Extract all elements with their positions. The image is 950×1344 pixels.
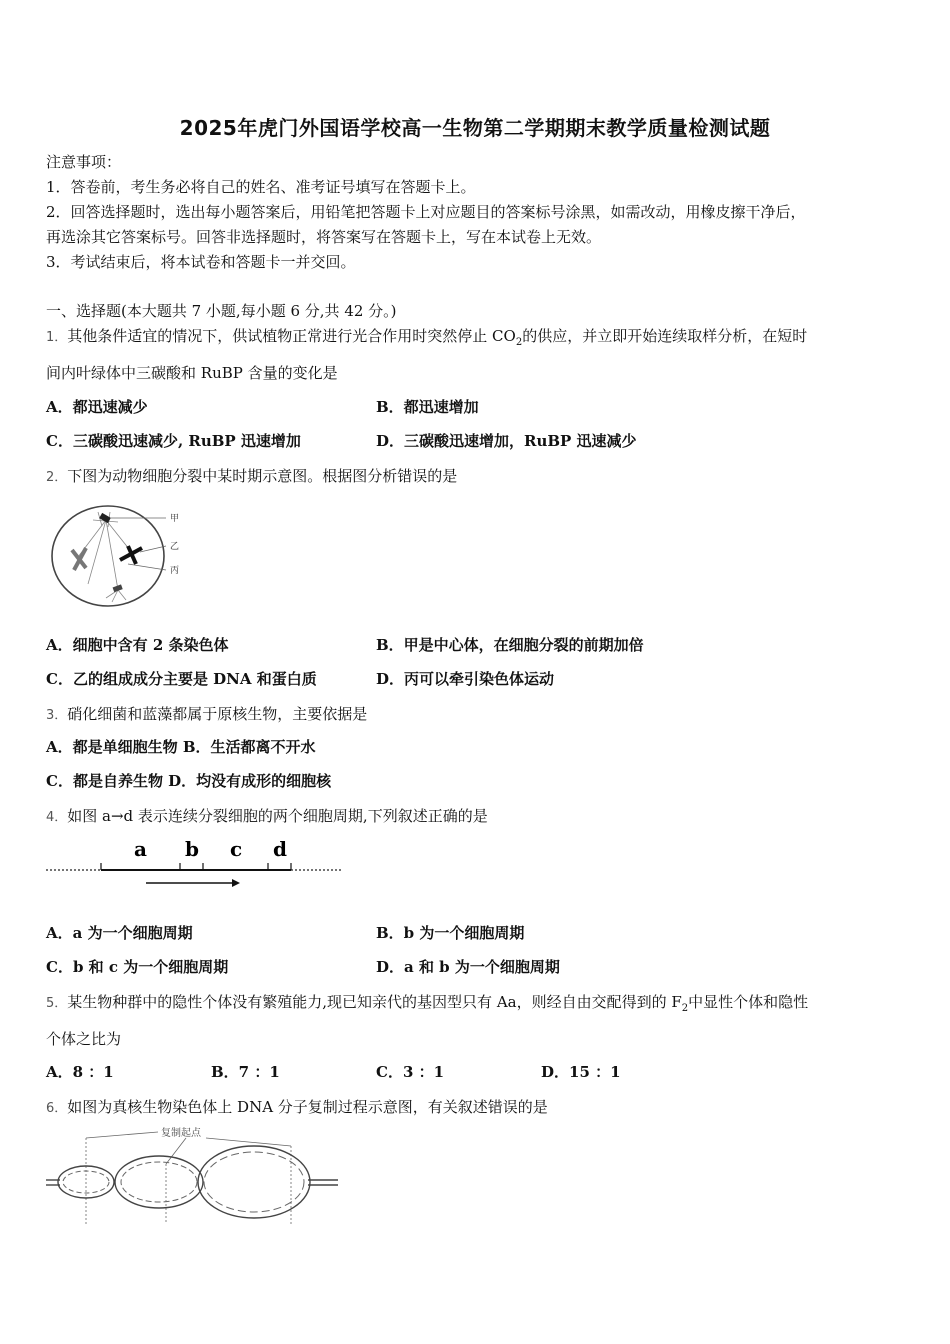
- subscript: 2: [515, 337, 523, 348]
- dna-replication-figure: [46, 1124, 346, 1229]
- figure-label-b: b: [185, 837, 199, 861]
- q1-option-c: C．三碳酸迅速减少, RuBP 迅速增加: [46, 432, 301, 450]
- notice-heading: 注意事项：: [46, 153, 122, 171]
- cell-cycle-figure: [46, 836, 346, 891]
- q2-option-a: A．细胞中含有 2 条染色体: [46, 636, 229, 654]
- bubble-medium-new: [121, 1162, 197, 1202]
- bubble-large-new: [204, 1152, 304, 1212]
- question-1-stem-cont: 间内叶绿体中三碳酸和 RuBP 含量的变化是: [46, 364, 338, 382]
- q2-option-d: D．丙可以牵引染色体运动: [376, 670, 555, 688]
- question-2-text: 下图为动物细胞分裂中某时期示意图。根据图分析错误的是: [67, 467, 458, 485]
- label-leader-yi: [140, 546, 166, 552]
- direction-arrow-head: [232, 879, 240, 887]
- question-5-stem: [46, 992, 808, 1019]
- question-1-text-b: 的供应，并立即开始连续取样分析，在短时: [522, 327, 808, 345]
- question-number: 6．: [46, 1101, 68, 1116]
- section-heading: 一、选择题(本大题共 7 小题,每小题 6 分,共 42 分。): [46, 302, 397, 320]
- figure-label-jia: 甲: [170, 514, 180, 524]
- q5-option-c: C．3 ：1: [376, 1063, 445, 1081]
- q5-option-d: D．15 ：1: [541, 1063, 621, 1081]
- question-1-stem: [46, 326, 807, 353]
- q4-option-d: D．a 和 b 为一个细胞周期: [376, 958, 560, 976]
- q5-option-b: B．7 ：1: [211, 1063, 280, 1081]
- question-3-text: 硝化细菌和蓝藻都属于原核生物，主要依据是: [67, 705, 368, 723]
- dna-strands: [46, 1180, 338, 1185]
- question-5-text-b: 中显性个体和隐性: [688, 993, 809, 1011]
- q2-option-b: B．甲是中心体，在细胞分裂的前期加倍: [376, 636, 644, 654]
- question-4-text: 如图 a→d 表示连续分裂细胞的两个细胞周期,下列叙述正确的是: [67, 807, 488, 825]
- bubble-medium: [115, 1156, 203, 1208]
- figure-label-yi: 乙: [170, 542, 180, 552]
- bubble-large: [198, 1146, 310, 1218]
- figure-label-a: a: [134, 837, 147, 861]
- question-number: 4．: [46, 810, 68, 825]
- question-4-stem: [46, 806, 488, 828]
- question-6-text: 如图为真核生物染色体上 DNA 分子复制过程示意图，有关叙述错误的是: [67, 1098, 548, 1116]
- page-title: 2025年虎门外国语学校高一生物第二学期期末教学质量检测试题: [179, 116, 771, 140]
- question-3-stem: [46, 704, 367, 726]
- question-2-stem: [46, 466, 457, 488]
- q2-option-c: C．乙的组成成分主要是 DNA 和蛋白质: [46, 670, 317, 688]
- chromosome-right: [120, 546, 142, 564]
- q4-option-b: B．b 为一个细胞周期: [376, 924, 525, 942]
- q1-option-b: B．都迅速增加: [376, 398, 479, 416]
- q3-option-cd: C．都是自养生物 D．均没有成形的细胞核: [46, 772, 332, 790]
- ticks: [101, 863, 291, 870]
- q1-option-a: A．都迅速减少: [46, 398, 148, 416]
- question-1-text-a: 其他条件适宜的情况下，供试植物正常进行光合作用时突然停止 CO: [67, 327, 516, 345]
- q1-option-d: D．三碳酸迅速增加，RuBP 迅速减少: [376, 432, 637, 450]
- q4-option-a: A．a 为一个细胞周期: [46, 924, 193, 942]
- figure-label-bing: 丙: [170, 566, 180, 576]
- notice-item-2-cont: 再选涂其它答案标号。回答非选择题时，将答案写在答题卡上，写在本试卷上无效。: [46, 228, 602, 246]
- q4-option-c: C．b 和 c 为一个细胞周期: [46, 958, 229, 976]
- q5-option-a: A．8 ：1: [46, 1063, 114, 1081]
- subscript: 2: [681, 1003, 689, 1014]
- question-5-text-a: 某生物种群中的隐性个体没有繁殖能力,现已知亲代的基因型只有 Aa，则经自由交配得到的 F: [67, 993, 682, 1011]
- question-6-stem: [46, 1097, 548, 1119]
- q3-option-ab: A．都是单细胞生物 B．生活都离不开水: [46, 738, 316, 756]
- notice-item-3: 3．考试结束后，将本试卷和答题卡一并交回。: [46, 253, 356, 271]
- question-number: 3．: [46, 708, 68, 723]
- figure-label-d: d: [273, 837, 287, 861]
- chromosome-left: [72, 548, 86, 570]
- notice-item-1: 1．答卷前，考生务必将自己的姓名、准考证号填写在答题卡上。: [46, 178, 476, 196]
- notice-item-2: 2．回答选择题时，选出每小题答案后，用铅笔把答题卡上对应题目的答案标号涂黑，如需改动，用橡皮擦干净后，: [46, 203, 806, 221]
- figure-label-c: c: [230, 837, 243, 861]
- question-number: 5．: [46, 996, 68, 1011]
- question-number: 2．: [46, 470, 68, 485]
- question-number: 1．: [46, 330, 68, 345]
- label-leader-bing: [128, 564, 166, 570]
- figure-label-origin: 复制起点: [161, 1128, 201, 1139]
- cell-division-figure: [48, 502, 198, 612]
- question-5-stem-cont: 个体之比为: [46, 1030, 122, 1048]
